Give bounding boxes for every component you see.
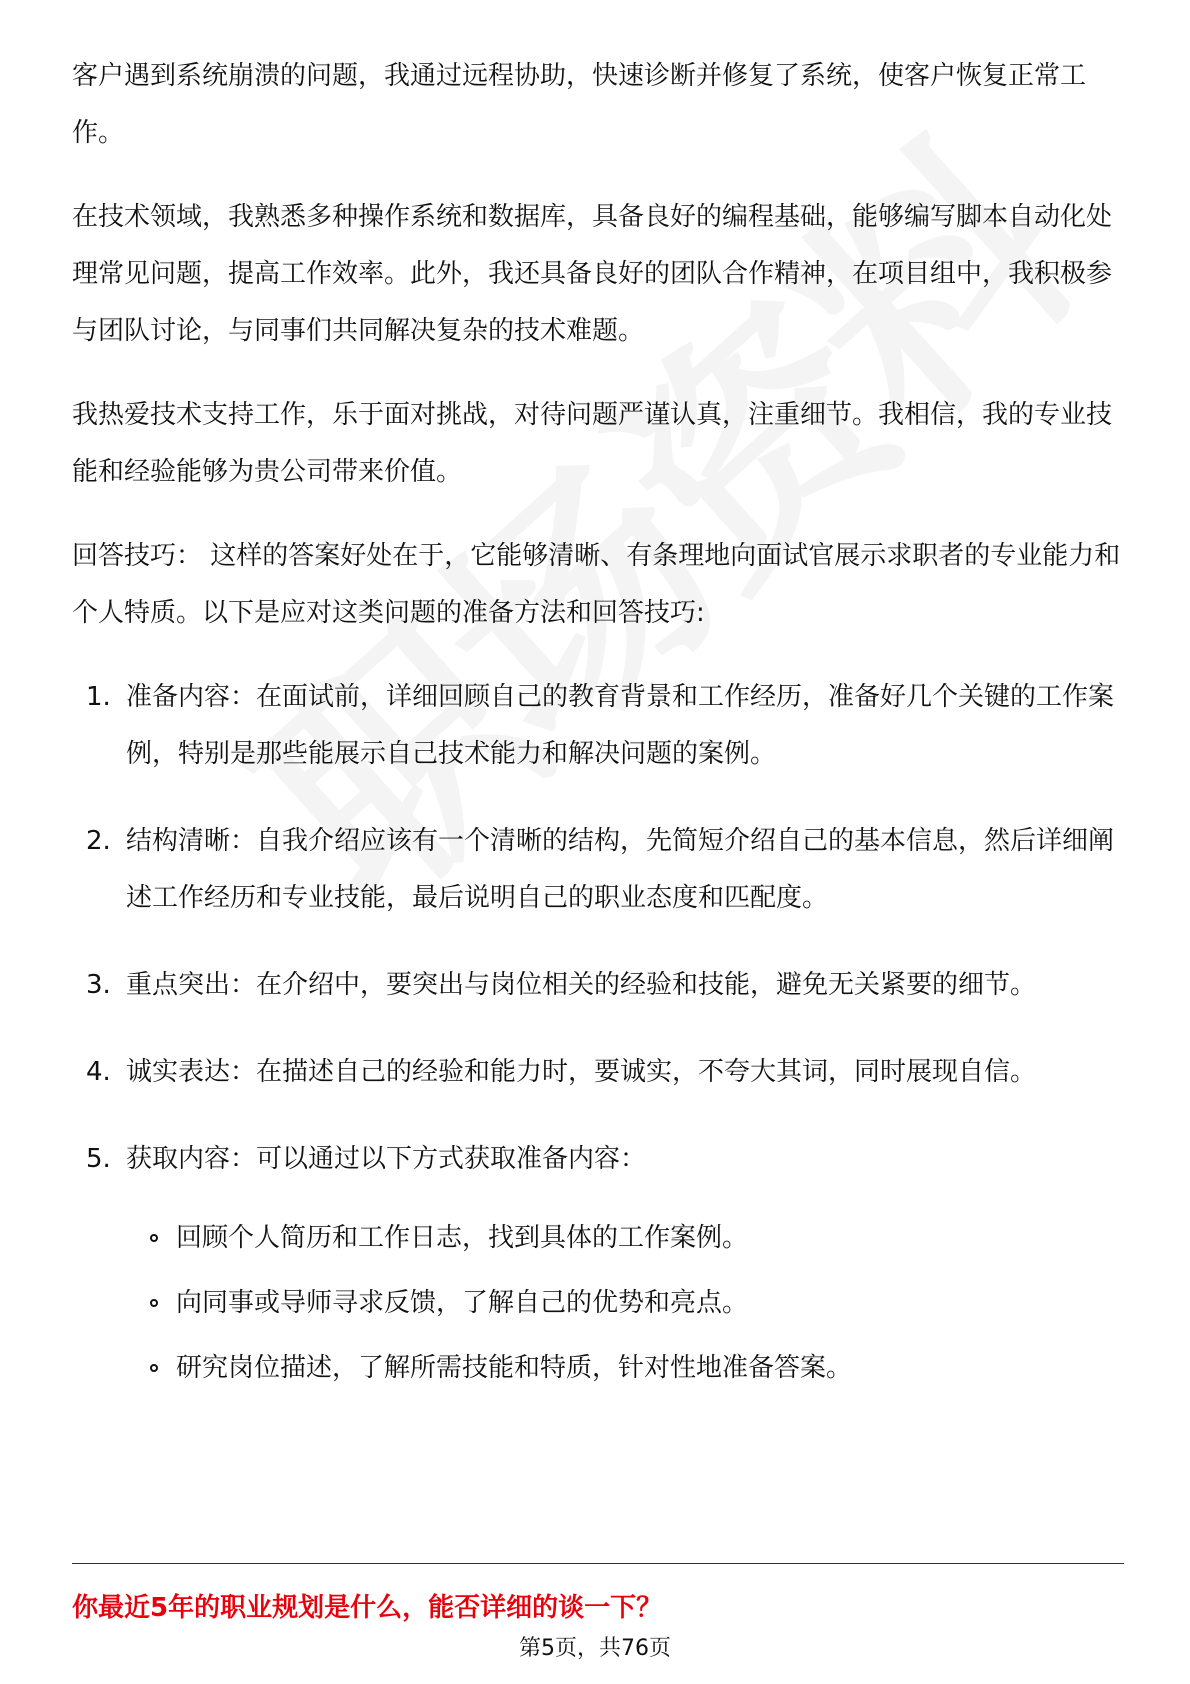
sub-list-item-text: 向同事或导师寻求反馈，了解自己的优势和亮点。 — [176, 1288, 749, 1318]
list-item-text: 诚实表达：在描述自己的经验和能力时，要诚实，不夸大其词，同时展现自信。 — [126, 1057, 1037, 1087]
list-number: 1. — [86, 682, 111, 712]
list-number: 3. — [86, 970, 111, 1000]
list-number: 2. — [86, 826, 111, 856]
list-item — [72, 669, 1122, 783]
paragraph: 回答技巧： 这样的答案好处在于，它能够清晰、有条理地向面试官展示求职者的专业能力和个人特质。以下是应对这类问题的准备方法和回答技巧: — [72, 541, 1121, 628]
list-item-text: 获取内容：可以通过以下方式获取准备内容： — [126, 1144, 647, 1174]
sub-list-item — [126, 1210, 1122, 1267]
list-number: 5. — [86, 1144, 111, 1174]
sub-list — [126, 1210, 1122, 1397]
tips-list — [72, 669, 1122, 1397]
page-number: 第5页，共76页 — [519, 1636, 671, 1661]
list-item — [72, 1044, 1122, 1101]
paragraph: 客户遇到系统崩溃的问题，我通过远程协助，快速诊断并修复了系统，使客户恢复正常工作。 — [72, 61, 1087, 148]
circle-bullet-icon — [150, 1364, 158, 1372]
list-item-text: 准备内容：在面试前，详细回顾自己的教育背景和工作经历，准备好几个关键的工作案例，特别是那些能展示自己技术能力和解决问题的案例。 — [126, 682, 1115, 769]
circle-bullet-icon — [150, 1234, 158, 1242]
paragraph: 在技术领域，我熟悉多种操作系统和数据库，具备良好的编程基础，能够编写脚本自动化处理常见问题，提高工作效率。此外，我还具备良好的团队合作精神，在项目组中，我积极参与团队讨论，与同事们共同解决复杂的技术难题。 — [72, 202, 1113, 346]
list-number: 4. — [86, 1057, 111, 1087]
sub-list-item — [126, 1275, 1122, 1332]
next-question-heading: 你最近5年的职业规划是什么，能否详细的谈一下？ — [72, 1593, 663, 1623]
sub-list-item-text: 研究岗位描述，了解所需技能和特质，针对性地准备答案。 — [176, 1353, 853, 1383]
sub-list-item — [126, 1340, 1122, 1397]
sub-list-item-text: 回顾个人简历和工作日志，找到具体的工作案例。 — [176, 1223, 749, 1253]
document-body — [72, 48, 1122, 1427]
list-item — [72, 957, 1122, 1014]
list-item — [72, 813, 1122, 927]
list-item — [72, 1131, 1122, 1397]
paragraph: 我热爱技术支持工作，乐于面对挑战，对待问题严谨认真，注重细节。我相信，我的专业技能和经验能够为贵公司带来价值。 — [72, 400, 1113, 487]
circle-bullet-icon — [150, 1299, 158, 1307]
list-item-text: 重点突出：在介绍中，要突出与岗位相关的经验和技能，避免无关紧要的细节。 — [126, 970, 1037, 1000]
list-item-text: 结构清晰：自我介绍应该有一个清晰的结构，先简短介绍自己的基本信息，然后详细阐述工作经历和专业技能，最后说明自己的职业态度和匹配度。 — [126, 826, 1115, 913]
divider — [72, 1563, 1124, 1564]
